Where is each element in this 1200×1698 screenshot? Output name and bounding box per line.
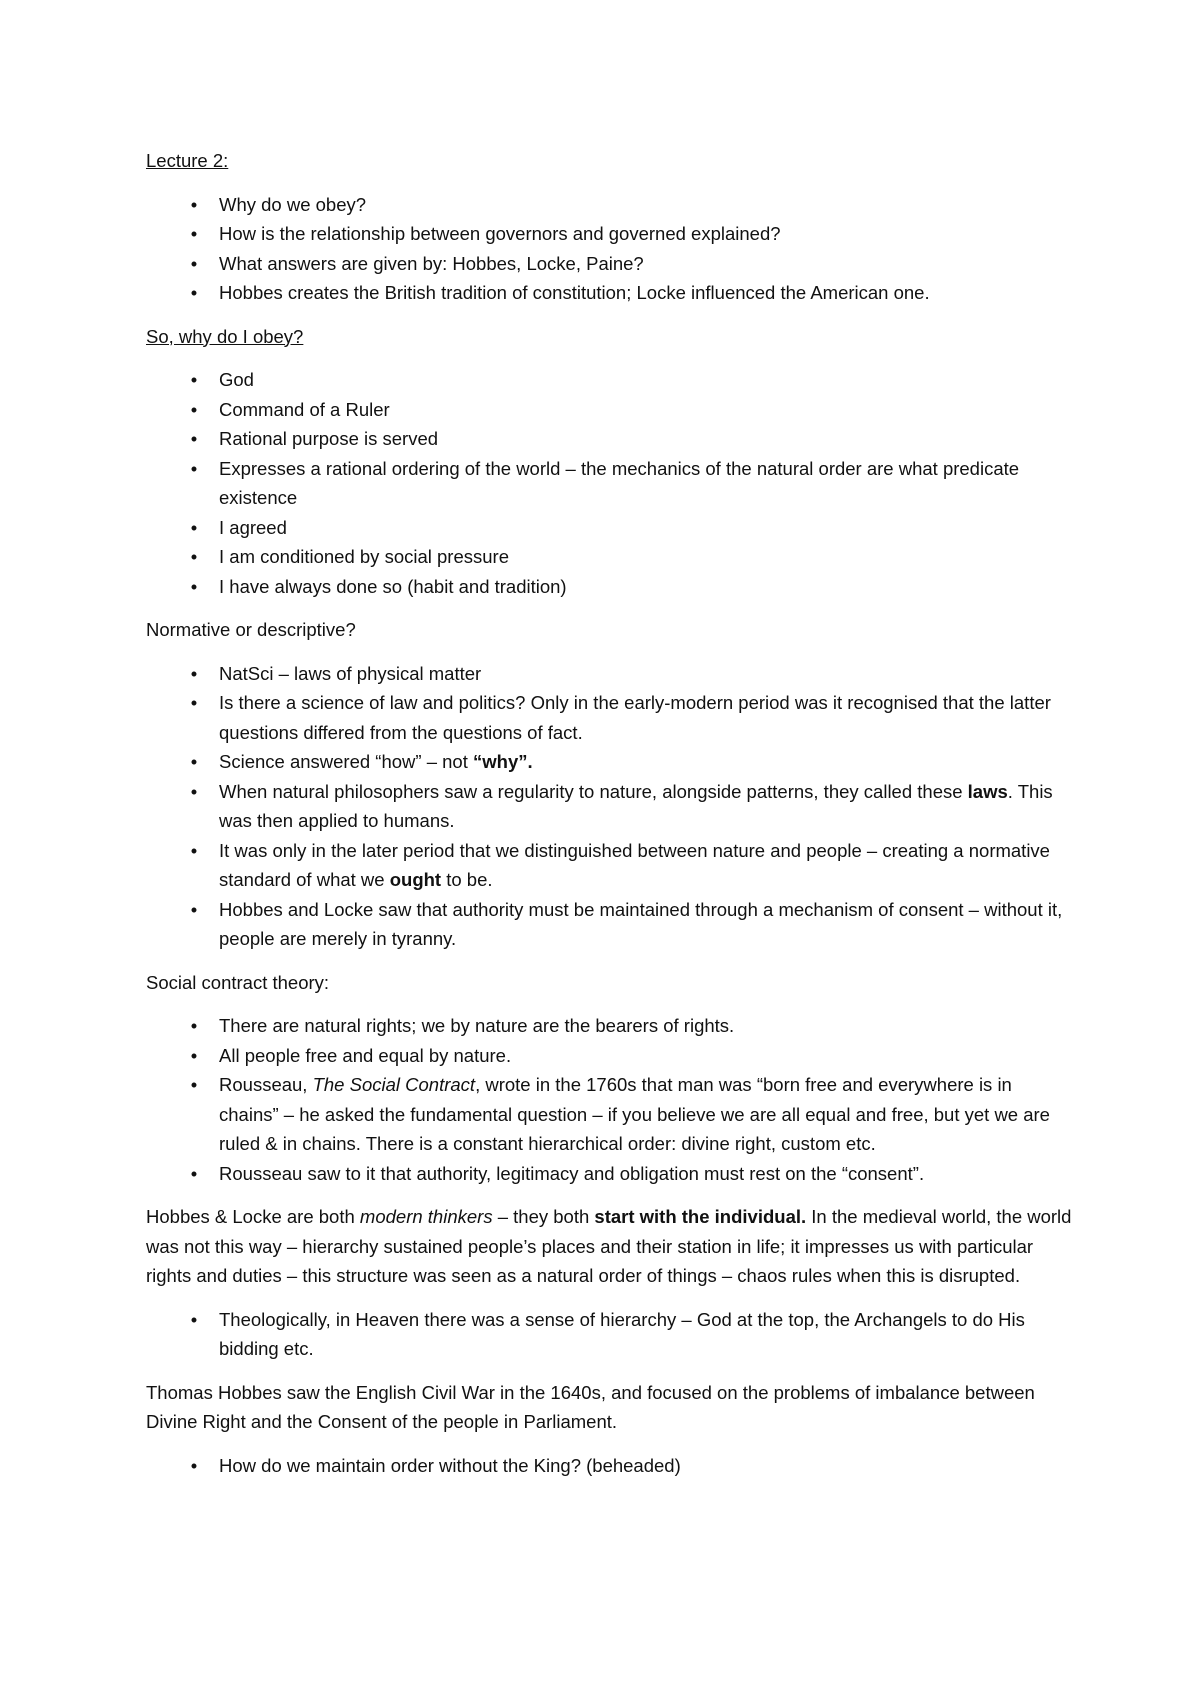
bullet-icon: • [190,1162,198,1184]
list-item: • God [146,365,1076,395]
bullet-icon: • [190,692,198,713]
modern-thinkers-paragraph: Hobbes & Locke are both modern thinkers – they both start with the individual. In the medieval world, the world was not this way – hierarchy sustained people’s places and their station in life; it impresses us with particular rights and duties – this structure was seen as a natural order of things – chaos rules when this is disrupted. [146,1206,1072,1286]
list-item: • Rousseau, The Social Contract, wrote in the 1760s that man was “born free and everywhere is in chains” – he asked the fundamental question – if you believe we are all equal and free, but yet we are ruled & in chains. There is a constant hierarchical order: divine right, custom etc. [146,1070,1076,1159]
theology-list [146,1305,1076,1364]
bullet-icon: • [190,898,198,920]
list-item: • Hobbes and Locke saw that authority must be maintained through a mechanism of consent – without it, people are merely in tyranny. [146,895,1076,954]
list-item: • Command of a Ruler [146,395,1076,425]
bullet-icon: • [190,457,198,479]
bullet-icon: • [190,751,198,772]
list-item: • When natural philosophers saw a regularity to nature, alongside patterns, they called these laws. This was then applied to humans. [146,777,1076,836]
bullet-icon: • [190,546,198,567]
bullet-icon: • [190,193,198,215]
list-item: • I agreed [146,513,1076,543]
list-item: • Rational purpose is served [146,424,1076,454]
list-item: • What answers are given by: Hobbes, Locke, Paine? [146,249,1076,279]
lecture-title: Lecture 2: [146,150,229,171]
bullet-icon: • [190,252,198,274]
list-item: • How is the relationship between governors and governed explained? [146,219,1076,249]
bullet-icon: • [190,575,198,597]
bullet-icon: • [190,1308,198,1330]
obey-list [146,365,1076,601]
list-item: • How do we maintain order without the King? (beheaded) [146,1451,1076,1481]
list-item: • Expresses a rational ordering of the world – the mechanics of the natural order are what predicate existence [146,454,1076,513]
list-item: • Science answered “how” – not “why”. [146,747,1076,777]
list-item: • There are natural rights; we by nature are the bearers of rights. [146,1011,1076,1041]
list-item: • Rousseau saw to it that authority, legitimacy and obligation must rest on the “consent”. [146,1159,1076,1189]
bullet-icon: • [190,428,198,449]
list-item: • NatSci – laws of physical matter [146,659,1076,689]
list-item: • Hobbes creates the British tradition of constitution; Locke influenced the American one. [146,278,1076,308]
bullet-icon: • [190,282,198,303]
normative-list [146,659,1076,954]
hobbes-paragraph: Thomas Hobbes saw the English Civil War in the 1640s, and focused on the problems of imbalance between Divine Right and the Consent of the people in Parliament. [146,1381,1035,1432]
document-page [146,146,1076,1494]
social-contract-heading: Social contract theory: [146,971,330,993]
list-item: • I am conditioned by social pressure [146,542,1076,572]
list-item: • Is there a science of law and politics? Only in the early-modern period was it recognised that the latter questions differed from the questions of fact. [146,688,1076,747]
bullet-icon: • [190,1454,198,1476]
bullet-icon: • [190,1044,198,1066]
bullet-icon: • [190,516,198,538]
bullet-icon: • [190,780,198,802]
list-item: • Theologically, in Heaven there was a sense of hierarchy – God at the top, the Archangels to do His bidding etc. [146,1305,1076,1364]
bullet-icon: • [190,223,198,244]
bullet-icon: • [190,398,198,420]
intro-list [146,190,1076,308]
list-item: • Why do we obey? [146,190,1076,220]
hobbes-list [146,1451,1076,1481]
list-item: • I have always done so (habit and tradition) [146,572,1076,602]
bullet-icon: • [190,1015,198,1036]
list-item: • It was only in the later period that we distinguished between nature and people – creating a normative standard of what we ought to be. [146,836,1076,895]
normative-heading: Normative or descriptive? [146,619,356,640]
bullet-icon: • [190,369,198,390]
list-item: • All people free and equal by nature. [146,1041,1076,1071]
social-contract-list [146,1011,1076,1188]
bullet-icon: • [190,1074,198,1095]
obey-heading: So, why do I obey? [146,325,304,347]
bullet-icon: • [190,839,198,861]
bullet-icon: • [190,662,198,684]
